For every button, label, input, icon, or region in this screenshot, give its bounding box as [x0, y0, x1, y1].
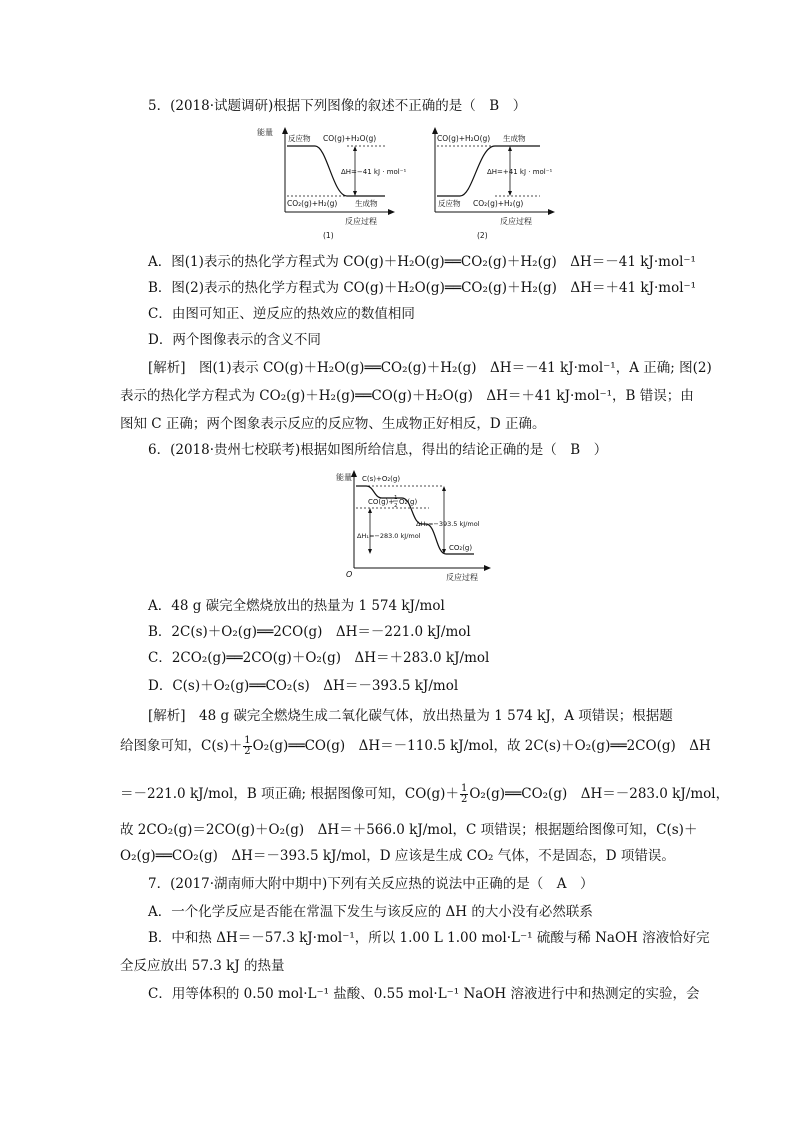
- q5-fig2-dh: ΔH=+41 kJ · mol⁻¹: [487, 168, 553, 176]
- q6-fig-dh2: ΔH₂=−393.5 kJ/mol: [416, 520, 480, 528]
- q5-fig2-caption: (2): [477, 231, 488, 240]
- q6-fig-ylabel: 能量: [336, 473, 352, 482]
- q5-option-b: B．图(2)表示的热化学方程式为 CO(g)＋H₂O(g)══CO₂(g)＋H₂(g) ΔH＝＋41 kJ·mol⁻¹: [148, 280, 697, 296]
- q5-fig1-xlabel: 反应过程: [345, 217, 377, 226]
- q6-figure: [334, 468, 494, 584]
- q6-analysis-line-4: 故 2CO₂(g)＝2CO(g)＋O₂(g) ΔH＝＋566.0 kJ/mol，C 项错误；根据题给图像可知，C(s)＋: [120, 822, 698, 838]
- q6-fig-xlabel: 反应过程: [446, 573, 478, 582]
- q6-option-c: C．2CO₂(g)══2CO(g)＋O₂(g) ΔH＝＋283.0 kJ/mol: [148, 650, 490, 666]
- q5-fig1-top-right: CO(g)+H₂O(g): [323, 134, 377, 143]
- q6-analysis-line-5: O₂(g)══CO₂(g) ΔH＝－393.5 kJ/mol，D 应该是生成 CO₂ 气体，不是固态，D 项错误。: [120, 848, 675, 864]
- q6-fig-half-num: 1: [394, 495, 398, 501]
- q5-analysis-line-1: [解析] 图(1)表示 CO(g)＋H₂O(g)══CO₂(g)＋H₂(g) ΔH＝－41 kJ·mol⁻¹，A 正确; 图(2): [148, 360, 712, 376]
- q5-analysis-line-3: 图知 C 正确；两个图象表示反应的反应物、生成物正好相反，D 正确。: [120, 416, 546, 432]
- q5-option-a: A．图(1)表示的热化学方程式为 CO(g)＋H₂O(g)══CO₂(g)＋H₂(g) ΔH＝－41 kJ·mol⁻¹: [148, 254, 696, 270]
- q5-fig2-xlabel: 反应过程: [500, 217, 532, 226]
- one-half-fraction: $\frac{1}{2}$: [460, 783, 468, 805]
- q6-option-d: D．C(s)＋O₂(g)══CO₂(s) ΔH＝－393.5 kJ/mol: [148, 678, 459, 694]
- q6-analysis-line-3a: ＝－221.0 kJ/mol，B 项正确; 根据图像可知，CO(g)＋: [120, 786, 459, 802]
- q5-fig2-top-left: CO(g)+H₂O(g): [437, 134, 491, 143]
- q6-option-a: A．48 g 碳完全燃烧放出的热量为 1 574 kJ/mol: [148, 598, 445, 614]
- q6-fig-half-den: 2: [394, 503, 398, 509]
- q5-fig2-top-right: 生成物: [503, 134, 526, 143]
- q6-fig-level3: CO₂(g): [449, 544, 473, 552]
- q6-analysis-line-1: [解析] 48 g 碳完全燃烧生成二氧化碳气体，放出热量为 1 574 kJ，A 项错误；根据题: [148, 708, 673, 724]
- q6-analysis-line-3b: O₂(g)══CO₂(g) ΔH＝－283.0 kJ/mol，: [469, 786, 730, 802]
- q7-option-a: A．一个化学反应是否能在常温下发生与该反应的 ΔH 的大小没有必然联系: [148, 904, 593, 920]
- q5-figure-2: [432, 127, 555, 240]
- q5-option-d: D．两个图像表示的含义不同: [148, 332, 321, 348]
- q6-analysis-line-2: [120, 736, 711, 757]
- q7-option-c: C．用等体积的 0.50 mol·L⁻¹ 盐酸、0.55 mol·L⁻¹ NaOH 溶液进行中和热测定的实验，会: [148, 986, 700, 1002]
- q6-stem: 6．(2018·贵州七校联考)根据如图所给信息，得出的结论正确的是（ B ）: [148, 442, 608, 458]
- q6-fig-level2-tail: O₂(g): [399, 498, 418, 506]
- q7-option-b-cont: 全反应放出 57.3 kJ 的热量: [120, 958, 285, 974]
- q5-fig1-caption: (1): [323, 231, 334, 240]
- q5-fig1-bottom-left: CO₂(g)+H₂(g): [287, 199, 338, 208]
- q5-figures: [255, 124, 565, 242]
- q6-fig-dh1: ΔH₁=−283.0 kJ/mol: [357, 532, 421, 540]
- q7-option-b: B．中和热 ΔH＝－57.3 kJ·mol⁻¹，所以 1.00 L 1.00 mol·L⁻¹ 硫酸与稀 NaOH 溶液恰好完: [148, 930, 710, 946]
- q5-stem: 5．(2018·试题调研)根据下列图像的叙述不正确的是（ B ）: [148, 98, 527, 114]
- q6-analysis-line-3: [120, 784, 729, 805]
- q5-analysis-line-2: 表示的热化学方程式为 CO₂(g)＋H₂(g)══CO(g)＋H₂O(g) ΔH＝＋41 kJ·mol⁻¹，B 错误；由: [120, 388, 694, 404]
- q6-fig-level1: C(s)+O₂(g): [362, 475, 401, 483]
- q6-analysis-line-2a: 给图象可知，C(s)＋: [120, 738, 243, 754]
- q7-stem: 7．(2017·湖南师大附中期中)下列有关反应热的说法中正确的是（ A ）: [148, 876, 594, 892]
- q5-figure-1: [257, 127, 406, 240]
- q5-fig2-bottom-right: CO₂(g)+H₂(g): [473, 199, 524, 208]
- q5-fig1-ylabel: 能量: [257, 128, 273, 137]
- q5-fig1-dh: ΔH=−41 kJ · mol⁻¹: [341, 168, 407, 176]
- q6-option-b: B．2C(s)＋O₂(g)══2CO(g) ΔH＝－221.0 kJ/mol: [148, 624, 471, 640]
- q6-fig-origin: O: [346, 570, 353, 579]
- q5-option-c: C．由图可知正、逆反应的热效应的数值相同: [148, 306, 415, 322]
- q5-fig2-bottom-left: 反应物: [438, 199, 461, 208]
- q5-fig1-bottom-right: 生成物: [355, 199, 378, 208]
- q5-fig1-top-left: 反应物: [288, 134, 311, 143]
- q6-analysis-line-2b: O₂(g)══CO(g) ΔH＝－110.5 kJ/mol，故 2C(s)＋O₂(g)══2CO(g) ΔH: [252, 738, 711, 754]
- one-half-fraction: $\frac{1}{2}$: [244, 735, 251, 757]
- q6-fig-level2: CO(g)+: [368, 498, 395, 506]
